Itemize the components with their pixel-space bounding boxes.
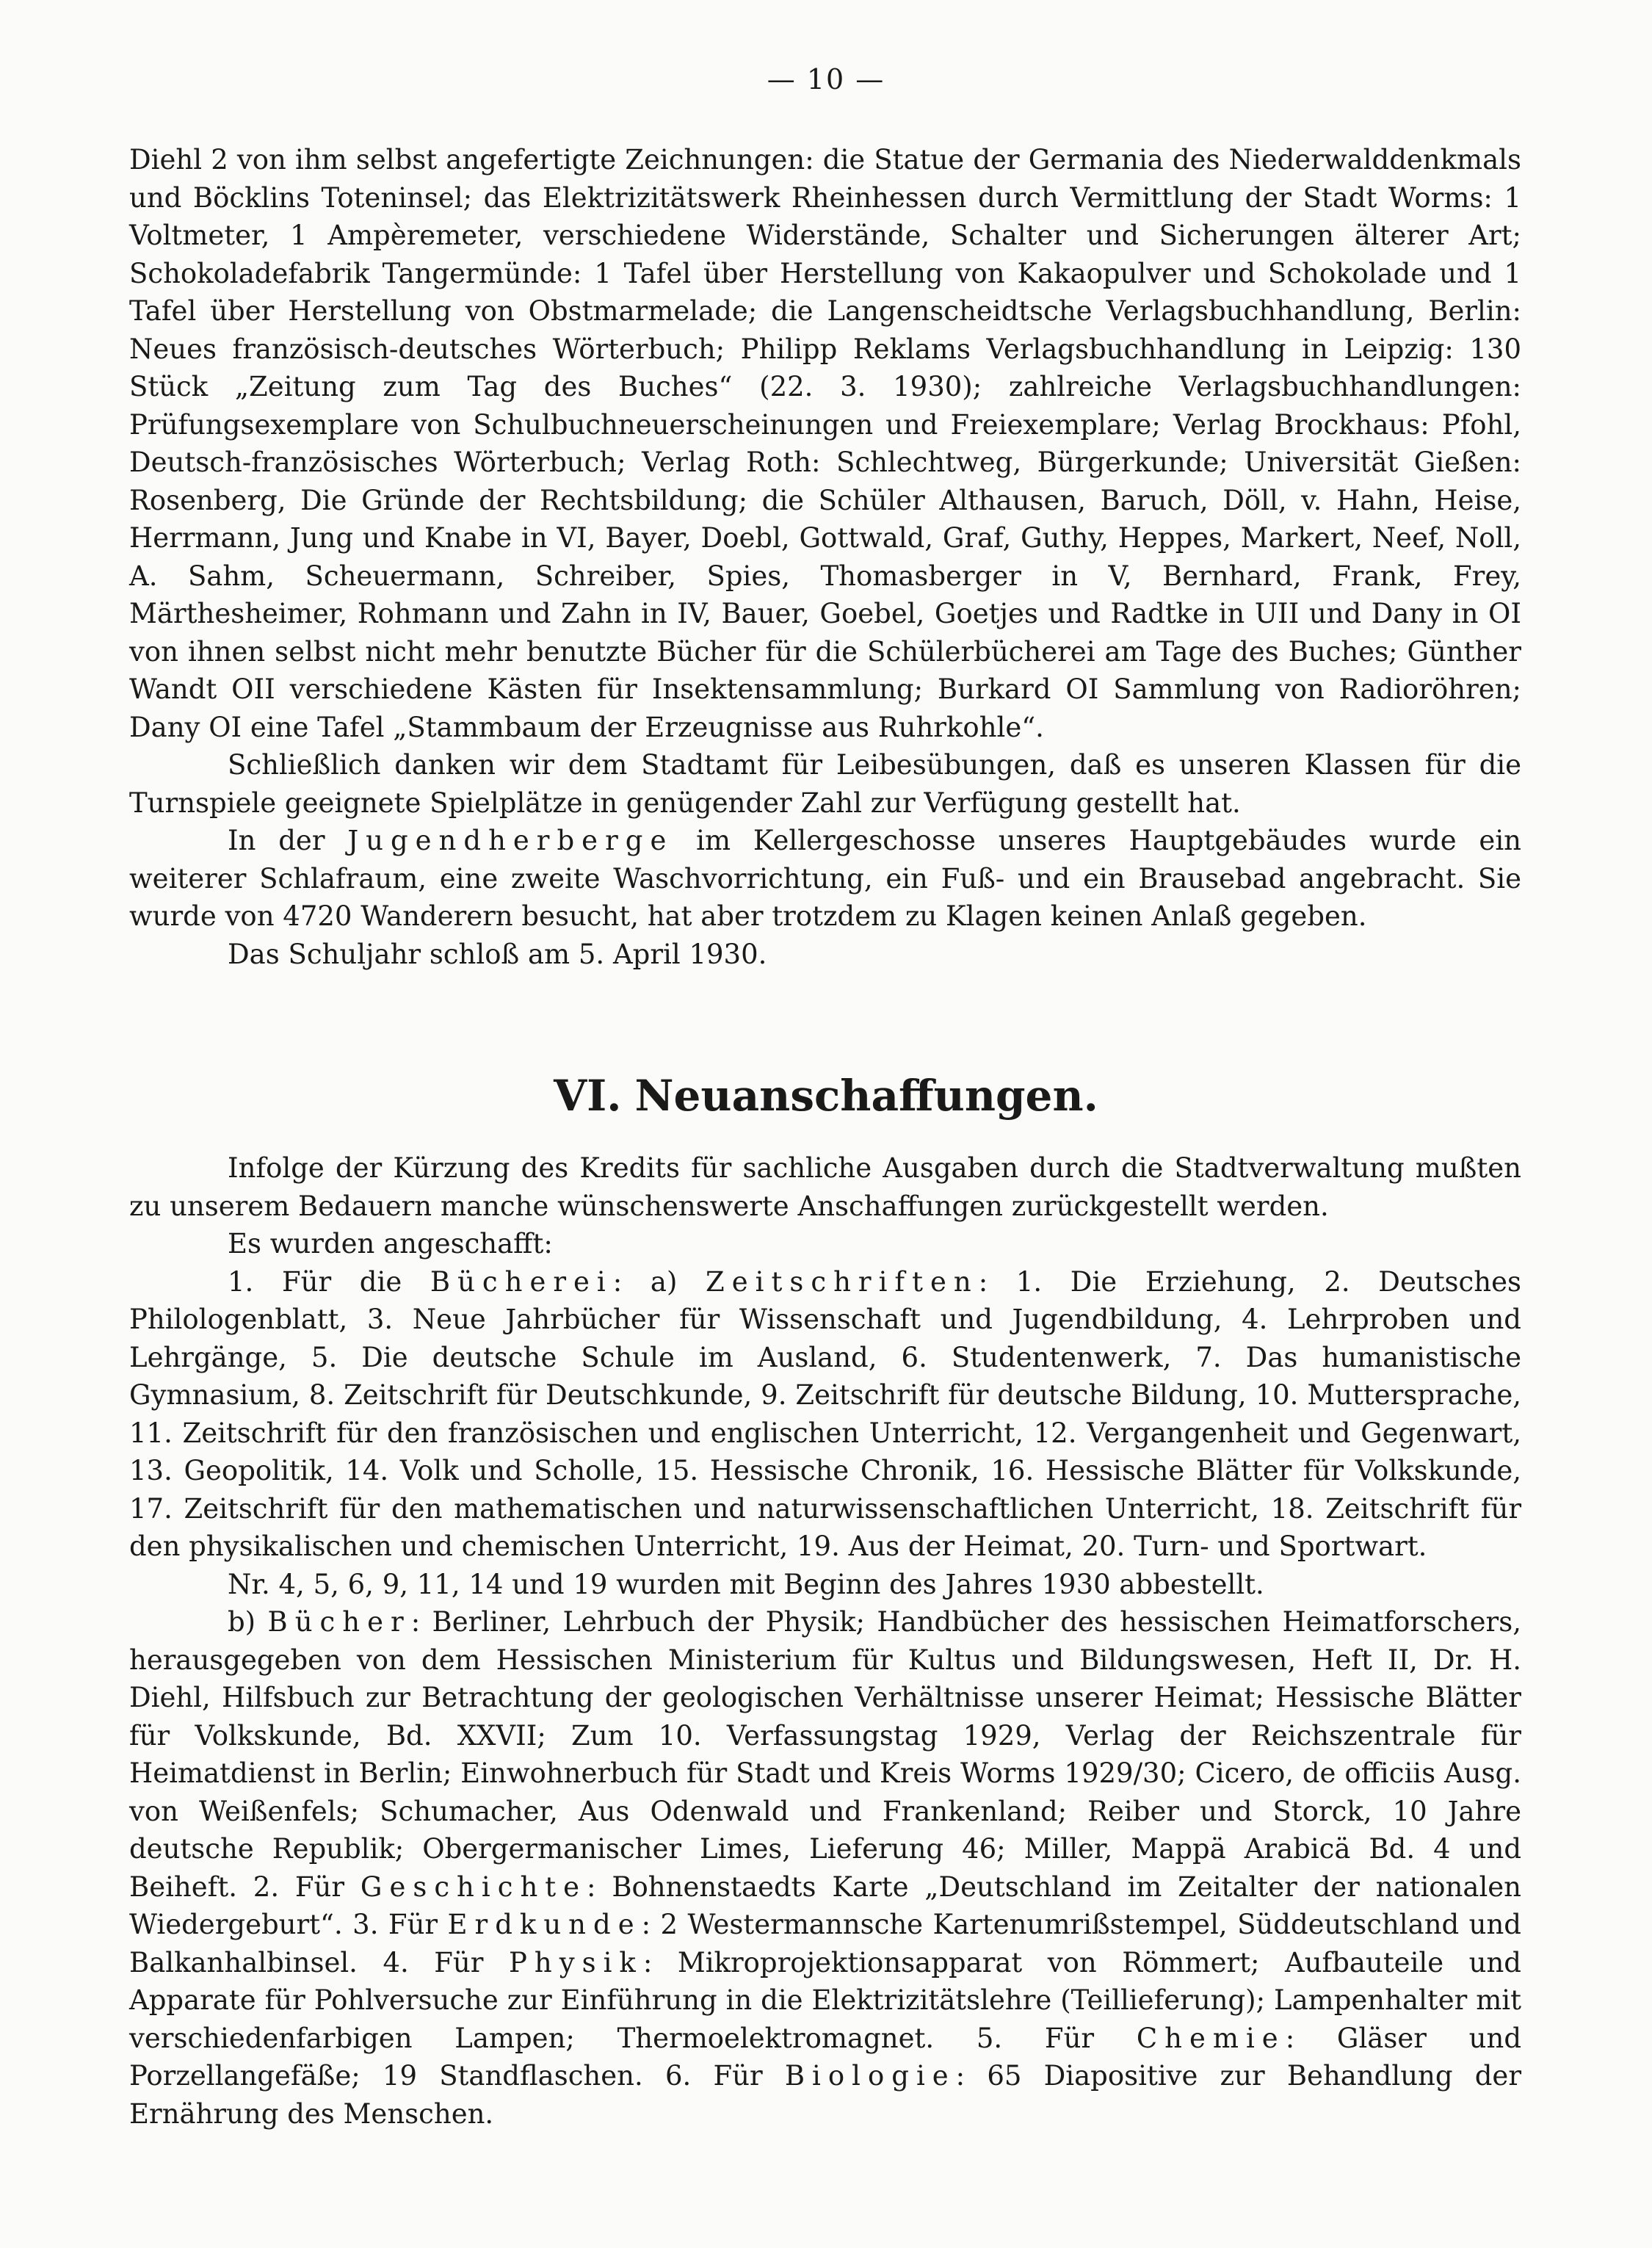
thanks-paragraph: Schließlich danken wir dem Stadtamt für Leibesübungen, daß es unseren Klassen für die Turnspiele geeignete Spielplätze in genügender Zahl zur Verfügung gestellt hat. xyxy=(129,749,1521,819)
hostel-term: Jugendherberge xyxy=(347,825,674,856)
geography-term: Erdkunde xyxy=(447,1909,642,1940)
physics-list: : Mikroprojektionsapparat von Römmert; Aufbauteile und Apparate für Pohlversuche zur Einführung in die Elektrizitätslehre (Teillieferung); Lampenhalter mit verschiedenfarbigen Lampen; Thermoelektromagnet. 5. Für xyxy=(129,1946,1521,2054)
chemistry-term: Chemie xyxy=(1136,2022,1286,2054)
section-numeral: VI. xyxy=(554,1071,622,1121)
acquisitions-intro: Infolge der Kürzung des Kredits für sachliche Ausgaben durch die Stadtverwaltung mußten zu unserem Bedauern manche wünschenswerte Anschaffungen zurückgestellt werden. xyxy=(129,1152,1521,1222)
journals-term: Zeitschriften xyxy=(706,1265,979,1298)
page-number: — 10 — xyxy=(767,63,885,95)
closing-paragraph: Das Schuljahr schloß am 5. April 1930. xyxy=(228,938,767,970)
journals-list: : 1. Die Erziehung, 2. Deutsches Philologenblatt, 3. Neue Jahrbücher für Wissenschaft und Jugendbildung, 4. Lehrproben und Lehrgänge, 5. Die deutsche Schule im Ausland, 6. Studentenwerk, 7. Das humanistische Gymnasium, 8. Zeitschrift für Deutschkunde, 9. Zeitschrift für deutsche Bildung, 10. Muttersprache, 11. Zeitschrift für den französischen und englischen Unterricht, 12. Vergangenheit und Gegenwart, 13. Geopolitik, 14. Volk und Scholle, 15. Hessische Chronik, 16. Hessische Blätter für Volkskunde, 17. Zeitschrift für den mathematischen und naturwissenschaftlichen Unterricht, 18. Zeitschrift für den physikalischen und chemischen Unterricht, 19. Aus der Heimat, 20. Turn- und Sportwart. xyxy=(129,1265,1521,1562)
history-term: Geschichte xyxy=(360,1871,587,1903)
chemistry-list: : Gläser und Porzellangefäße; 19 Standflaschen. 6. Für xyxy=(129,2022,1522,2092)
geography-list: : 2 Westermannsche Kartenumrißstempel, Süddeutschland und Balkanhalbinsel. 4. Für xyxy=(129,1909,1521,1978)
library-a: : a) xyxy=(612,1265,678,1298)
acquisitions-lead: Es wurden angeschafft: xyxy=(228,1228,553,1259)
hostel-lead: In der xyxy=(228,825,325,856)
books-list: : Berliner, Lehrbuch der Physik; Handbücher des hessischen Heimatforschers, herausgegeben von dem Hessischen Ministerium für Kultus und Bildungswesen, Heft II, Dr. H. Diehl, Hilfsbuch zur Betrachtung der geologischen Verhältnisse unserer Heimat; Hessische Blätter für Volkskunde, Bd. XXVII; Zum 10. Verfassungstag 1929, Verlag der Reichszentrale für Heimatdienst in Berlin; Einwohnerbuch für Stadt und Kreis Worms 1929/30; Cicero, de officiis Ausg. von Weißenfels; Schumacher, Aus Odenwald und Frankenland; Reiber und Storck, 10 Jahre deutsche Republik; Obergermanischer Limes, Lieferung 46; Miller, Mappä Arabicä Bd. 4 und Beiheft. 2. Für xyxy=(129,1606,1521,1903)
library-prefix: 1. Für die xyxy=(228,1265,402,1298)
library-term: Bücherei xyxy=(430,1265,613,1298)
cancelled-paragraph: Nr. 4, 5, 6, 9, 11, 14 und 19 wurden mit Beginn des Jahres 1930 abbestellt. xyxy=(228,1568,1264,1600)
history-list: : Bohnenstaedts Karte „Deutschland im Zeitalter der nationalen Wiedergeburt“. 3. Für xyxy=(129,1871,1522,1940)
section-heading xyxy=(0,1066,1652,1125)
acquisitions-section xyxy=(129,1149,1521,2133)
biology-list: : 65 Diapositive zur Behandlung der Ernährung des Menschen. xyxy=(129,2060,1521,2130)
books-paragraph xyxy=(129,1603,1521,2133)
physics-term: Physik xyxy=(508,1946,643,1978)
donations-section xyxy=(129,141,1521,973)
journals-paragraph xyxy=(129,1263,1521,1566)
section-title: Neuanschaffungen. xyxy=(634,1071,1098,1121)
hostel-paragraph xyxy=(129,822,1521,936)
books-prefix: b) xyxy=(228,1606,256,1638)
donations-paragraph: Diehl 2 von ihm selbst angefertigte Zeichnungen: die Statue der Germania des Niederwalddenkmals und Böcklins Toteninsel; das Elektrizitätswerk Rheinhessen durch Vermittlung der Stadt Worms: 1 Voltmeter, 1 Ampèremeter, verschiedene Widerstände, Schalter und Sicherungen älterer Art; Schokoladefabrik Tangermünde: 1 Tafel über Herstellung von Kakaopulver und Schokolade und 1 Tafel über Herstellung von Obstmarmelade; die Langenscheidtsche Verlagsbuchhandlung, Berlin: Neues französisch-deutsches Wörterbuch; Philipp Reklams Verlagsbuchhandlung in Leipzig: 130 Stück „Zeitung zum Tag des Buches“ (22. 3. 1930); zahlreiche Verlagsbuchhandlungen: Prüfungsexemplare von Schulbuchneuerscheinungen und Freiexemplare; Verlag Brockhaus: Pfohl, Deutsch-französisches Wörterbuch; Verlag Roth: Schlechtweg, Bürgerkunde; Universität Gießen: Rosenberg, Die Gründe der Rechtsbildung; die Schüler Althausen, Baruch, Döll, v. Hahn, Heise, Herrmann, Jung und Knabe in VI, Bayer, Doebl, Gottwald, Graf, Guthy, Heppes, Markert, Neef, Noll, A. Sahm, Scheuermann, Schreiber, Spies, Thomasberger in V, Bernhard, Frank, Frey, Märthesheimer, Rohmann und Zahn in IV, Bauer, Goebel, Goetjes und Radtke in UII und Dany in OI von ihnen selbst nicht mehr benutzte Bücher für die Schülerbücherei am Tage des Buches; Günther Wandt OII verschiedene Kästen für Insektensammlung; Burkard OI Sammlung von Radioröhren; Dany OI eine Tafel „Stammbaum der Erzeugnisse aus Ruhrkohle“. xyxy=(129,144,1521,743)
hostel-rest: im Kellergeschosse unseres Hauptgebäudes wurde ein weiterer Schlafraum, eine zweite Waschvorrichtung, ein Fuß- und ein Brausebad angebracht. Sie wurde von 4720 Wanderern besucht, hat aber trotzdem zu Klagen keinen Anlaß gegeben. xyxy=(129,825,1521,932)
biology-term: Biologie xyxy=(784,2060,956,2092)
books-term: Bücher xyxy=(267,1606,411,1638)
